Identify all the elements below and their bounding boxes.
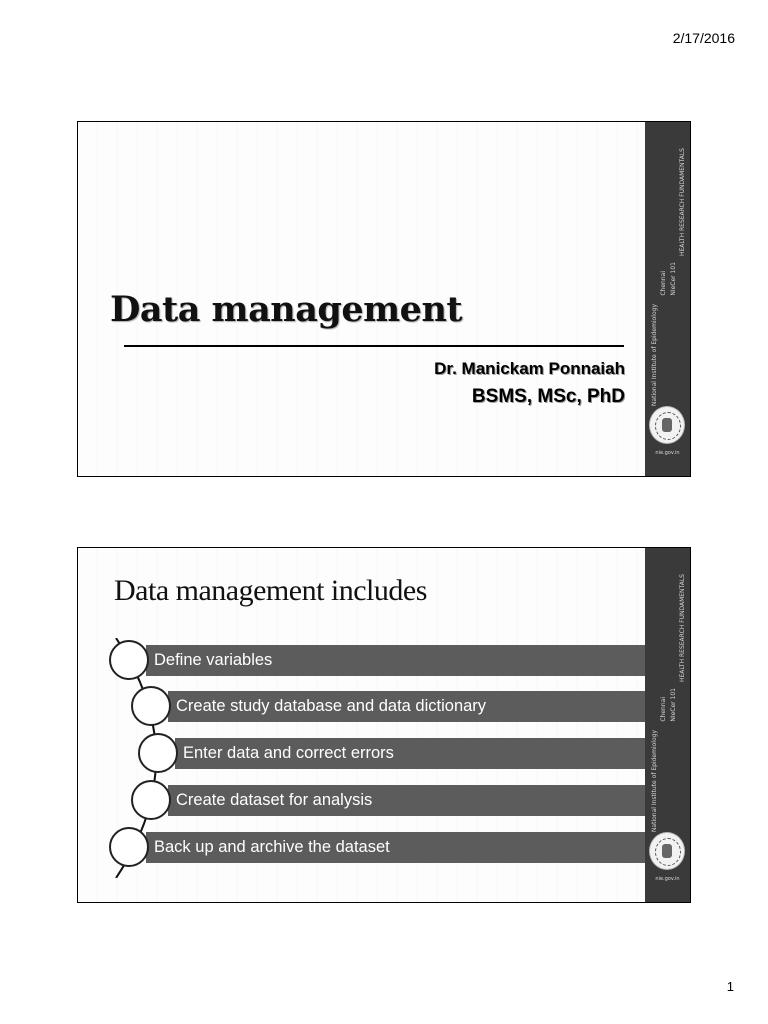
course-name: HEALTH RESEARCH FUNDAMENTALS xyxy=(679,147,686,256)
title-divider xyxy=(124,345,624,347)
author-name: Dr. Manickam Ponnaiah xyxy=(434,359,625,378)
institute-logo-icon xyxy=(649,406,685,444)
process-step xyxy=(168,785,645,816)
institute-sidebar xyxy=(645,548,690,902)
step-label: Back up and archive the dataset xyxy=(154,838,390,856)
institute-city: Chennai xyxy=(660,697,667,722)
institute-sidebar xyxy=(645,122,690,476)
course-code: NIeCer 101 xyxy=(670,688,677,722)
step-circle xyxy=(109,827,149,867)
course-code: NIeCer 101 xyxy=(670,262,677,296)
institute-name: National Institute of Epidemiology xyxy=(651,303,658,406)
process-step xyxy=(146,645,645,676)
slide-title-heading: Data management xyxy=(110,289,463,330)
institute-name: National Institute of Epidemiology xyxy=(651,729,658,832)
step-label: Enter data and correct errors xyxy=(183,744,394,762)
course-name: HEALTH RESEARCH FUNDAMENTALS xyxy=(679,573,686,682)
process-step xyxy=(168,691,645,722)
process-step xyxy=(175,738,645,769)
process-step xyxy=(146,832,645,863)
slide-title xyxy=(77,121,691,477)
institute-logo-icon xyxy=(649,832,685,870)
step-circle xyxy=(138,733,178,773)
step-label: Create study database and data dictionary xyxy=(176,697,487,715)
institute-website: nie.gov.in xyxy=(655,450,680,456)
institute-website: nie.gov.in xyxy=(655,876,680,882)
slide-heading: Data management includes xyxy=(114,574,427,607)
slide-content xyxy=(78,548,645,902)
slide-content xyxy=(78,122,645,476)
step-circle xyxy=(109,640,149,680)
author-degrees: BSMS, MSc, PhD xyxy=(471,386,625,407)
page-date: 2/17/2016 xyxy=(672,30,735,46)
step-circle xyxy=(131,780,171,820)
step-label: Create dataset for analysis xyxy=(176,791,373,809)
step-label: Define variables xyxy=(154,651,273,669)
process-list xyxy=(78,548,645,902)
slide-data-management-includes xyxy=(77,547,691,903)
institute-city: Chennai xyxy=(660,271,667,296)
page-number: 1 xyxy=(726,979,734,994)
step-circle xyxy=(131,686,171,726)
